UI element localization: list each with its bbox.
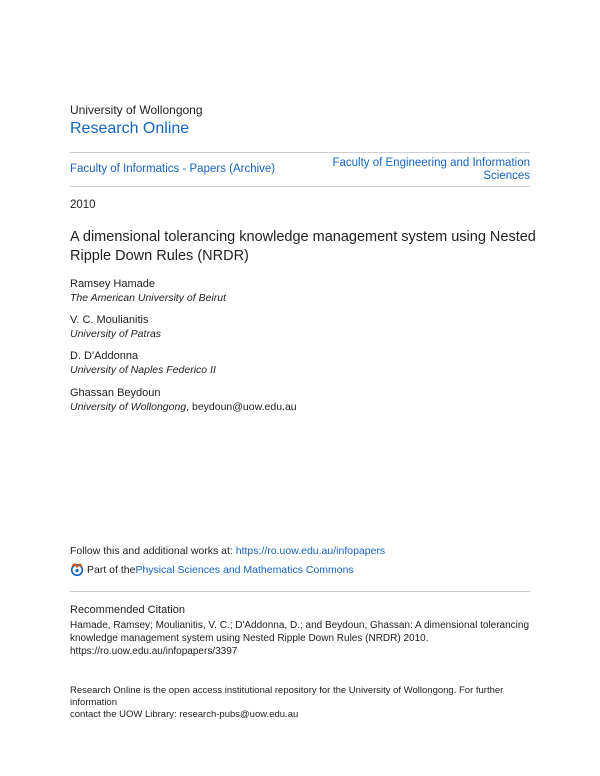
follow-line (70, 545, 385, 557)
author-name: Ramsey Hamade (70, 278, 155, 290)
paper-title-line1: A dimensional tolerancing knowledge management system using Nested (70, 229, 536, 245)
author-2 (70, 313, 161, 341)
author-1 (70, 277, 226, 305)
author-affiliation: University of Patras (70, 328, 162, 340)
citation-line2: knowledge management system using Nested Ripple Down Rules (NRDR) 2010. (70, 633, 429, 644)
footer-line2: contact the UOW Library: research-pubs@uow.edu.au (70, 709, 299, 720)
divider-citation (70, 591, 530, 592)
author-affiliation-line (70, 400, 297, 414)
follow-text: Follow this and additional works at: (70, 545, 236, 557)
collection-engineering-line1: Faculty of Engineering and Information (332, 157, 530, 169)
author-name: V. C. Moulianitis (70, 314, 149, 326)
commons-prefix: Part of the (87, 564, 136, 576)
author-4 (70, 386, 297, 414)
collection-engineering-line2: Sciences (483, 170, 530, 182)
collection-engineering-link[interactable] (332, 157, 530, 183)
author-affiliation: The American University of Beirut (70, 292, 226, 304)
author-3 (70, 349, 216, 377)
commons-link[interactable]: Physical Sciences and Mathematics Commons (135, 564, 354, 576)
collection-informatics-link[interactable]: Faculty of Informatics - Papers (Archive) (70, 163, 276, 175)
citation-text (70, 619, 540, 658)
commons-line (70, 563, 354, 577)
citation-url: https://ro.uow.edu.au/infopapers/3397 (70, 646, 238, 657)
repository-link[interactable]: Research Online (70, 120, 190, 137)
author-affiliation: University of Naples Federico II (70, 364, 216, 376)
paper-title (70, 228, 540, 266)
footer-line1: Research Online is the open access institutional repository for the University of Wollongong. For further information (70, 685, 504, 708)
author-name: Ghassan Beydoun (70, 387, 161, 399)
commons-icon (70, 563, 84, 577)
divider-collections (70, 186, 530, 187)
citation-line1: Hamade, Ramsey; Moulianitis, V. C.; D'Addonna, D.; and Beydoun, Ghassan: A dimensional tolerancing (70, 620, 530, 631)
divider-top (70, 152, 530, 153)
infopapers-link[interactable]: https://ro.uow.edu.au/infopapers (235, 545, 386, 557)
paper-title-line2: Ripple Down Rules (NRDR) (70, 248, 249, 264)
footer-note (70, 685, 540, 721)
author-email: , beydoun@uow.edu.au (186, 401, 297, 413)
publication-year: 2010 (70, 199, 96, 211)
citation-heading: Recommended Citation (70, 604, 185, 616)
institution-name: University of Wollongong (70, 103, 203, 117)
author-affiliation: University of Wollongong (70, 401, 187, 413)
author-name: D. D'Addonna (70, 350, 139, 362)
